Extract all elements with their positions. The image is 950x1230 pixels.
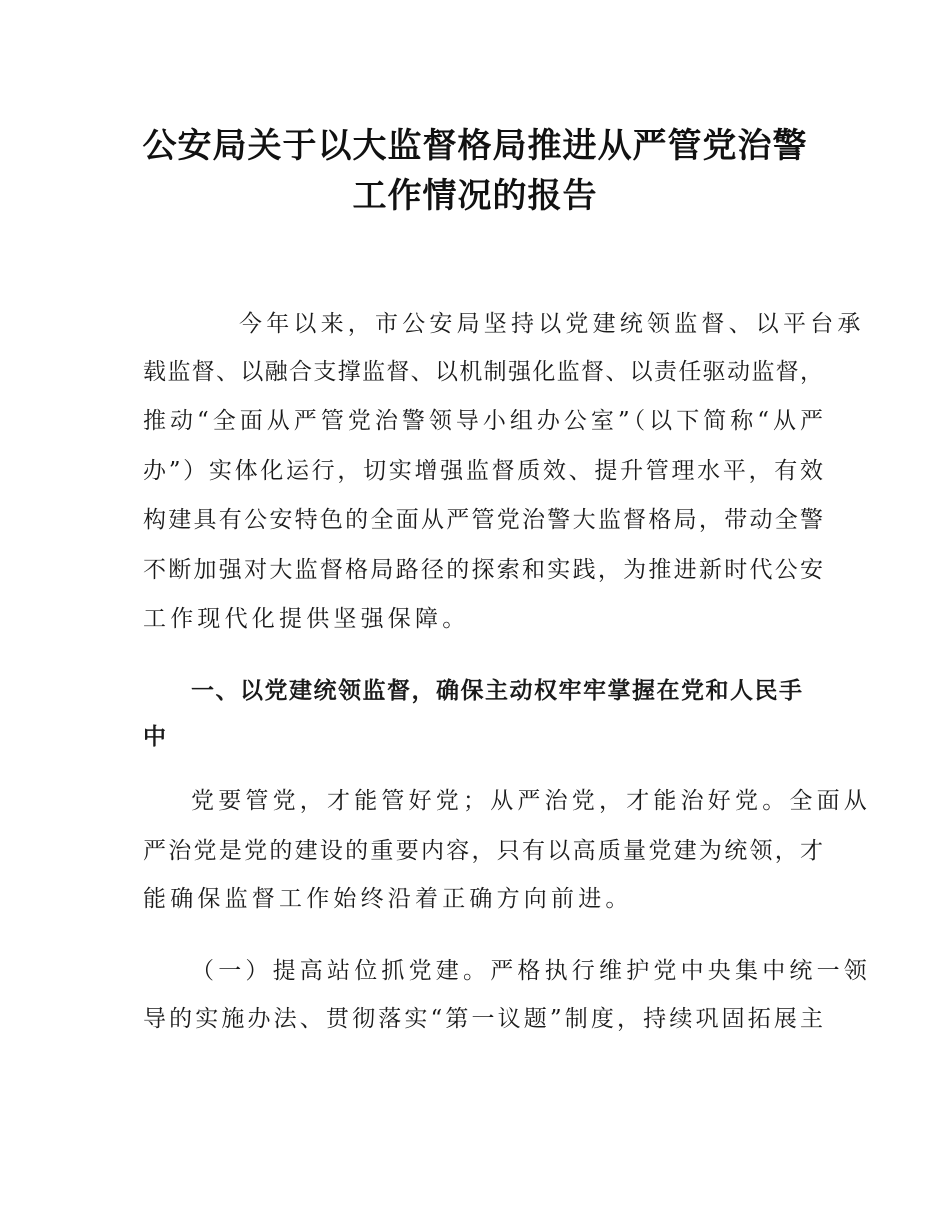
paragraph-1-line-1: 今年以来，市公安局坚持以党建统领监督、以平台承 (239, 311, 865, 337)
paragraph-1-line-2: 载监督、以融合支撑监督、以机制强化监督、以责任驱动监督， (143, 359, 823, 385)
section-1-heading-line-1: 一、以党建统领监督，确保主动权牢牢掌握在党和人民手 (191, 678, 804, 704)
paragraph-2-line-3: 能确保监督工作始终沿着正确方向前进。 (143, 886, 633, 912)
paragraph-3-line-1: （一）提高站位抓党建。严格执行维护党中央集中统一领 (191, 958, 871, 984)
paragraph-1-line-7: 工作现代化提供坚强保障。 (143, 606, 470, 632)
paragraph-2-line-1: 党要管党，才能管好党；从严治党，才能治好党。全面从 (191, 788, 871, 814)
document-title-line-1: 公安局关于以大监督格局推进从严管党治警 (142, 126, 808, 166)
paragraph-3-line-2: 导的实施办法、贯彻落实“第一议题”制度，持续巩固拓展主 (143, 1006, 823, 1032)
paragraph-1-line-4: 办”）实体化运行，切实增强监督质效、提升管理水平，有效 (143, 458, 823, 484)
paragraph-1-line-5: 构建具有公安特色的全面从严管党治警大监督格局，带动全警 (143, 507, 823, 533)
paragraph-2-line-2: 严治党是党的建设的重要内容，只有以高质量党建为统领，才 (143, 838, 823, 864)
section-1-heading-line-2: 中 (143, 724, 168, 750)
document-title-line-2: 工作情况的报告 (352, 176, 598, 216)
paragraph-1-line-6: 不断加强对大监督格局路径的探索和实践，为推进新时代公安 (143, 557, 823, 583)
paragraph-1-line-3: 推动“全面从严管党治警领导小组办公室”（以下简称“从严 (143, 408, 823, 434)
